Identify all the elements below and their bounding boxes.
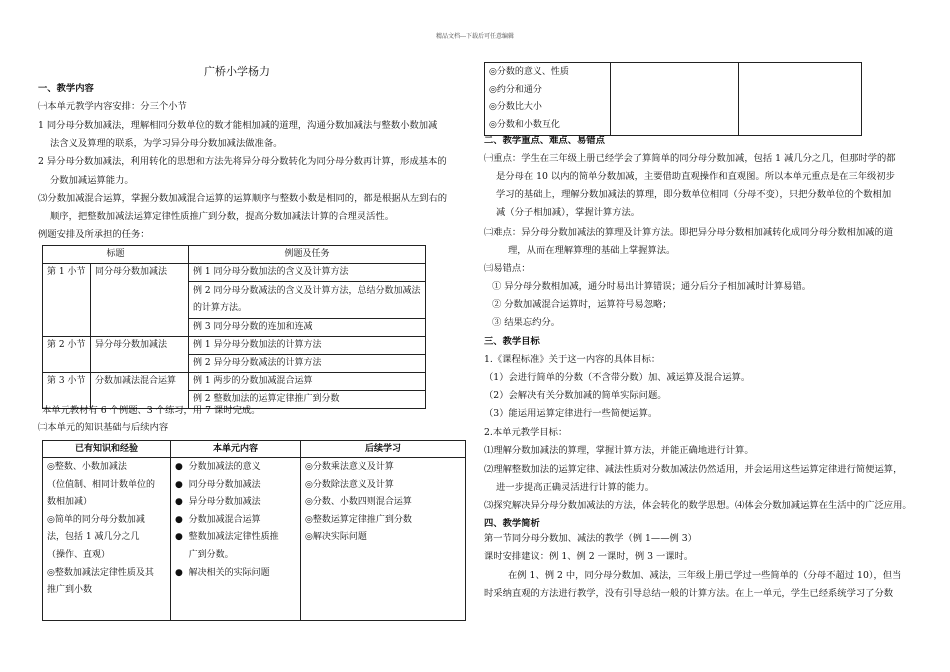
table-cell: 例 1 异分母分数加法的计算方法: [189, 337, 426, 355]
list-item: ◎分数乘法意义及计算: [305, 462, 394, 472]
table-cell: 例 1 同分母分数加法的含义及计算方法: [189, 264, 426, 282]
section-1-heading: 一、教学内容: [38, 83, 94, 94]
list-item: ● 整数加减法定律性质推: [175, 532, 279, 543]
list-item: ◎分数比大小: [489, 102, 542, 112]
table-cell: 异分母分数加减法: [91, 337, 189, 373]
error-1: ① 异分母分数相加减，通分时易出计算错误；通分后分子相加减时计算易错。: [492, 281, 812, 292]
table-cell: [611, 63, 739, 136]
table-cell: 分数加减法混合运算: [91, 373, 189, 409]
table-row: [43, 337, 426, 355]
list-item: ◎分数除法意义及计算: [305, 479, 394, 490]
table-cell: 例 2 异分母分数减法的计算方法: [189, 355, 426, 373]
section-3-heading: 三、教学目标: [484, 336, 540, 347]
table-cell: 第 2 小节: [43, 337, 91, 373]
unit-content-list: [175, 459, 296, 582]
para-3b: 顺序，把整数加减法运算定律性质推广到分数，提高分数加减法计算的合理灵活性。: [50, 211, 394, 222]
table-cell: [739, 63, 862, 136]
lesson-table: [42, 245, 426, 409]
list-item: ● 分数加减混合运算: [175, 514, 261, 525]
goal-1-1: （1）会进行简单的分数（不含带分数）加、减运算及混合运算。: [484, 372, 751, 383]
list-item: ● 异分母分数加减法: [175, 497, 261, 508]
bullet-icon: ●: [175, 567, 183, 578]
para-2b: 分数加减运算能力。: [50, 175, 134, 186]
knowledge-table: [42, 440, 466, 621]
keypoint-1b: 是分母在 10 以内的简单分数加减，主要借助直观操作和直观图。所以本单元重点是在三年级初步: [496, 171, 895, 182]
list-item: （操作、直观）: [47, 549, 111, 560]
table-cell: 同分母分数加减法: [91, 264, 189, 337]
list-item: ◎整数、小数加减法: [47, 462, 127, 472]
para-1b: 法含义及算理的联系，为学习异分母分数加减法做准备。: [50, 138, 283, 149]
table-header: 已有知识和经验: [43, 441, 171, 458]
bullet-icon: ●: [175, 462, 183, 472]
error-3: ③ 结果忘约分。: [492, 317, 561, 328]
analysis-4: 时采纳直观的方法进行教学，没有引导总结一般的计算方法。在上一单元，学生已经系统学习了分数: [484, 588, 894, 599]
keypoint-2a: ㈡难点：异分母分数加减法的算理及计算方法。即把异分母分数相加减转化成同分母分数相加减的道: [484, 227, 894, 238]
list-item: ◎约分和通分: [489, 84, 542, 95]
list-item: ◎解决实际问题: [305, 532, 367, 543]
section-4-heading: 四、教学简析: [484, 518, 540, 529]
list-item: ◎分数和小数互化: [489, 119, 560, 130]
table-row: [43, 264, 426, 282]
list-item: ◎分数的意义、性质: [489, 67, 569, 77]
keypoint-1c: 学习的基础上，理解分数加减法的算理，即分数单位相同（分母不变），只把分数单位的个数相加: [496, 189, 892, 200]
goal-2-2b: 进一步提高正确灵活进行计算的能力。: [496, 482, 655, 493]
analysis-3: 在例 1、例 2 中，同分母分数加、减法，三年级上册已学过一些简单的（分母不超过 10），但当: [508, 570, 902, 581]
tasks-label: 例题安排及所承担的任务：: [38, 229, 150, 240]
goal-2-1: ⑴理解分数加减法的算理，掌握计算方法，并能正确地进行计算。: [484, 445, 754, 456]
list-item: ◎分数、小数四则混合运算: [305, 497, 412, 508]
table-cell: 例 2 整数加法的运算定律推广到分数: [189, 391, 426, 409]
goal-1-2: （2）会解决有关分数加减的简单实际问题。: [484, 390, 667, 401]
table-row: [43, 373, 426, 391]
table-header: 后续学习: [301, 441, 466, 458]
para-1a: 1 同分母分数加减法，理解相同分数单位的数才能相加减的道理，沟通分数加减法与整数小数加减: [38, 120, 438, 131]
keypoint-1a: ㈠重点：学生在三年级上册已经学会了算简单的同分母分数加减，包括 1 减几分之几，但那时学的都: [484, 153, 896, 164]
section-2-heading: 二、教学重点、难点、易错点: [484, 135, 605, 146]
table-header: 例题及任务: [189, 246, 426, 264]
section-1-sub1: ㈠本单元教学内容安排：分三个小节: [38, 101, 187, 112]
page-header: 精品文档---下载后可任意编辑: [435, 33, 515, 40]
table-cell: 例 1 两步的分数加减混合运算: [189, 373, 426, 391]
goal-2-3: ⑶探究解决异分母分数加减法的方法，体会转化的数学思想。⑷体会分数加减运算在生活中的广泛应用。: [484, 500, 912, 511]
table-header: 本单元内容: [171, 441, 301, 458]
bullet-icon: ●: [175, 532, 183, 543]
para-3a: ⑶分数加减混合运算，掌握分数加减混合运算的运算顺序与整数小数是相同的，都是根据从左到右的: [38, 193, 448, 204]
goal-1-3: （3）能运用运算定律进行一些简便运算。: [484, 408, 658, 419]
list-item: ● 同分母分数加减法: [175, 479, 261, 490]
author-title: 广桥小学杨力: [204, 65, 270, 78]
goal-2-2a: ⑵理解整数加法的运算定律、减法性质对分数加减法仍然适用，并会运用这些运算定律进行简便运算，: [484, 464, 903, 475]
table-cell: 第 3 小节: [43, 373, 91, 409]
list-item: ◎整数加减法定律性质及其: [47, 567, 154, 578]
list-item: ● 解决相关的实际问题: [175, 567, 270, 578]
analysis-2: 课时安排建议：例 1、例 2 一课时，例 3 一课时。: [484, 551, 694, 562]
keypoint-3: ㈢易错点：: [484, 263, 531, 274]
list-item: 推广到小数: [47, 585, 93, 596]
table-cell: 第 1 小节: [43, 264, 91, 337]
bullet-icon: ●: [175, 479, 183, 490]
future-learning-list: [305, 459, 461, 547]
prior-knowledge-list: [489, 64, 606, 134]
bullet-icon: ●: [175, 514, 183, 525]
list-item: 广到分数。: [188, 549, 234, 560]
table-header: 标题: [43, 246, 189, 264]
list-item: 法，包括 1 减几分之几: [47, 532, 140, 543]
table-cell: 例 3 同分母分数的连加和连减: [189, 319, 426, 337]
list-item: ● 分数加减法的意义: [175, 462, 261, 472]
goal-1: 1.《课程标准》关于这一内容的具体目标：: [484, 354, 661, 365]
para-2a: 2 异分母分数加减法，利用转化的思想和方法先将异分母分数转化为同分母分数再计算，形成基本的: [38, 156, 447, 167]
keypoint-2b: 理，从而在理解算理的基础上掌握算法。: [508, 245, 676, 256]
summary: 本单元教材有 6 个例题、3 个练习，用 7 课时完成。: [42, 405, 261, 416]
analysis-1: 第一节同分母分数加、减法的教学（例 1——例 3）: [484, 533, 697, 544]
section-1-sub2: ㈡本单元的知识基础与后续内容: [38, 422, 169, 433]
knowledge-table-continued: [484, 62, 862, 136]
bullet-icon: ●: [175, 497, 183, 508]
table-cell: 例 2 同分母分数减法的含义及计算方法，总结分数加减法的计算方法。: [189, 282, 426, 319]
goal-2: 2.本单元教学目标：: [484, 427, 568, 438]
error-2: ② 分数加减混合运算时，运算符号易忽略；: [492, 299, 672, 310]
list-item: （位值制、相同计数单位的: [47, 479, 156, 490]
keypoint-1d: 减（分子相加减），掌握计算方法。: [496, 207, 641, 218]
list-item: ◎简单的同分母分数加减: [47, 514, 145, 525]
list-item: 数相加减）: [47, 497, 93, 508]
list-item: ◎整数运算定律推广到分数: [305, 514, 412, 525]
prior-knowledge-list: [47, 459, 166, 600]
